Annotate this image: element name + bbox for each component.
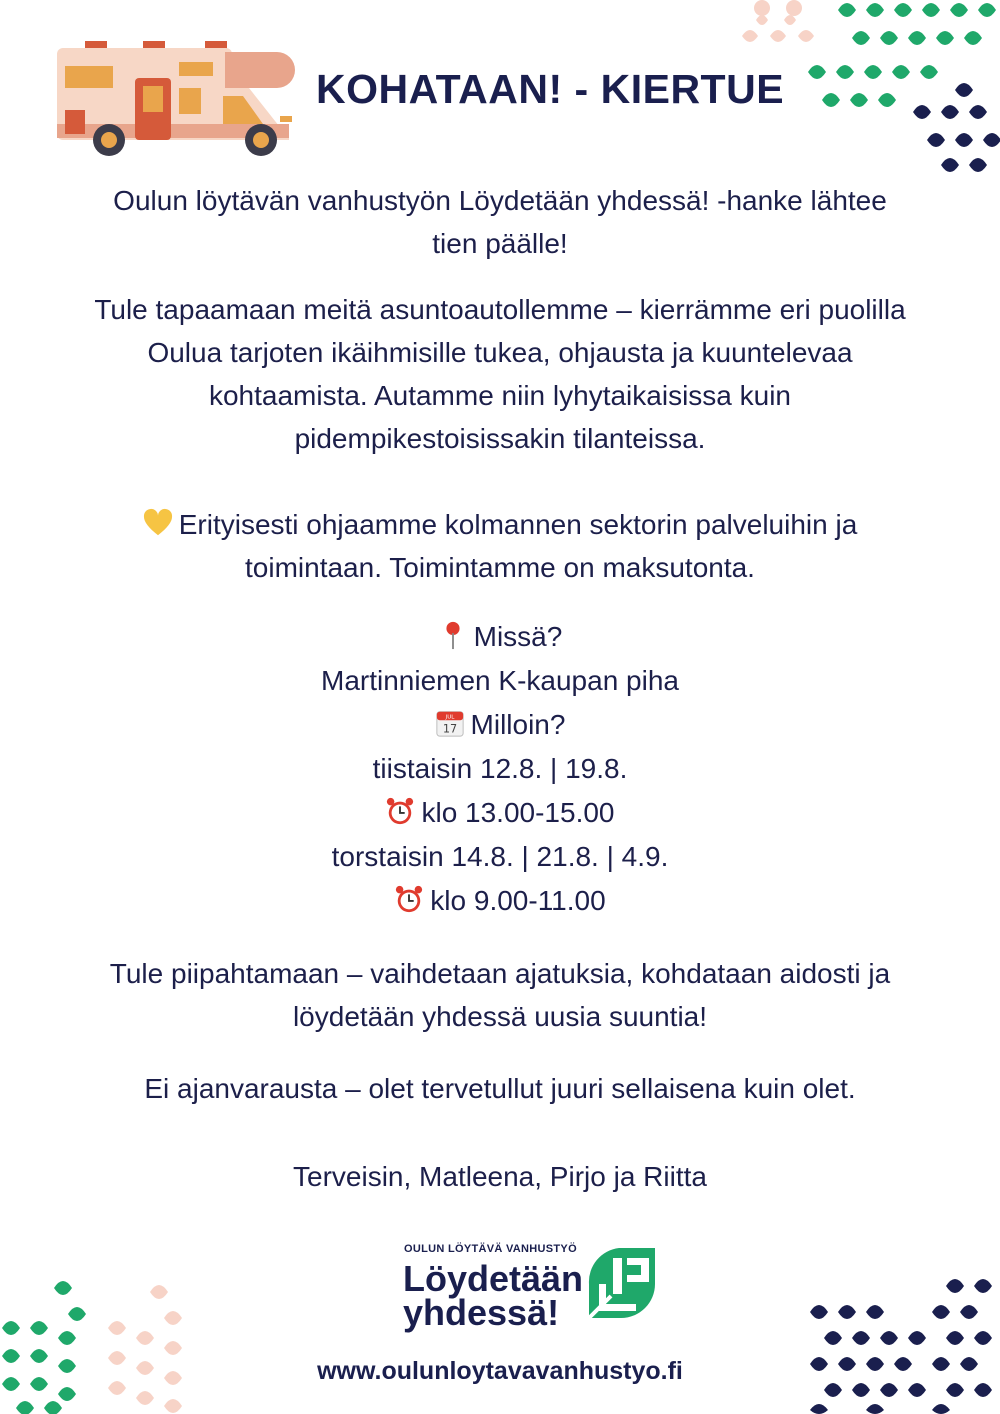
signature-text: Terveisin, Matleena, Pirjo ja Riitta [293,1161,707,1192]
calendar-icon [435,708,465,738]
page-title: KOHATAAN! - KIERTUE [316,66,785,112]
intro-line: tien päälle! [432,228,568,259]
logo-line-2: yhdessä! [403,1292,560,1333]
decorative-pattern-bottom-left [0,1278,200,1414]
thursday-dates: torstaisin 14.8. | 21.8. | 4.9. [331,841,669,872]
alarm-clock-icon [394,884,424,914]
alarm-clock-icon [385,796,415,826]
tuesday-time: klo 13.00-15.00 [421,797,615,828]
description-line: kohtaamista. Autamme niin lyhytaikaisissa kuin [208,380,792,411]
tuesday-dates: tiistaisin 12.8. | 19.8. [372,753,628,784]
when-line [40,703,960,747]
highlight-line: toimintaan. Toimintamme on maksutonta. [245,552,755,583]
where-line [40,615,960,659]
calendar-month: JUL [445,714,454,721]
highlight-text: Erityisesti ohjaamme kolmannen sektorin palveluihin ja [178,509,858,540]
invite-paragraph [40,952,960,1038]
logo-organization-name: OULUN LÖYTÄVÄ VANHUSTYÖ [404,1243,577,1255]
where-label: Missä? [473,621,563,652]
description-line: Tule tapaamaan meitä asuntoautollemme – kierrämme eri puolilla [94,294,906,325]
highlight-paragraph [40,503,960,589]
description-line: Oulua tarjoten ikäihmisille tukea, ohjausta ja kuuntelevaa [147,337,853,368]
thursday-time: klo 9.00-11.00 [430,885,606,916]
when-label: Milloin? [470,709,566,740]
intro-line: Oulun löytävän vanhustyön Löydetään yhdessä! -hanke lähtee [113,185,887,216]
leaf-logo-icon [583,1244,661,1324]
highlight-line [40,503,960,546]
intro-paragraph [40,179,960,265]
round-pushpin-icon [438,620,468,650]
invite-line: löydetään yhdessä uusia suuntia! [292,1001,708,1032]
website-link[interactable]: www.oulunloytavavanhustyo.fi [317,1357,683,1385]
event-details [40,615,960,923]
invite-line: Tule piipahtamaan – vaihdetaan ajatuksia, kohdataan aidosti ja [109,958,891,989]
description-paragraph [40,288,960,460]
decorative-pattern-bottom-right [806,1276,1000,1414]
thursday-time-line [40,879,960,923]
yellow-heart-icon [143,508,173,538]
camper-van-illustration [55,38,300,160]
logo-wordmark [403,1258,584,1333]
calendar-day: 17 [442,722,457,736]
description-line: pidempikestoisissakin tilanteissa. [294,423,706,454]
no-booking-text: Ei ajanvarausta – olet tervetullut juuri sellaisena kuin olet. [144,1073,856,1104]
tuesday-time-line [40,791,960,835]
place-text: Martinniemen K-kaupan piha [321,665,679,696]
logo-line-1: Löydetään [403,1258,584,1299]
